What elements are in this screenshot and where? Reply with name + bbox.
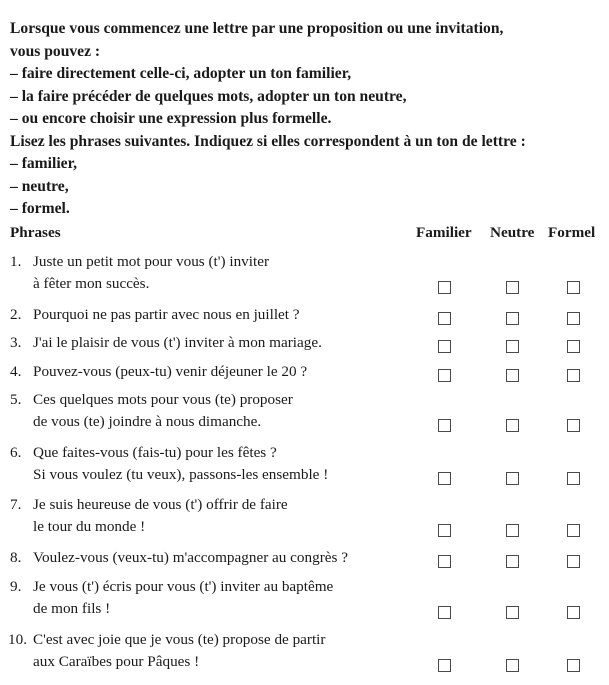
row-number: 10.	[8, 631, 27, 648]
phrase-text: J'ai le plaisir de vous (t') inviter à mon mariage.	[33, 334, 322, 351]
column-header-neutre: Neutre	[490, 224, 535, 241]
checkbox-neutre[interactable]	[506, 524, 519, 537]
checkbox-formel[interactable]	[567, 281, 580, 294]
intro-line: vous pouvez :	[10, 42, 101, 60]
checkbox-formel[interactable]	[567, 472, 580, 485]
phrase-text: aux Caraïbes pour Pâques !	[33, 653, 200, 670]
row-number: 1.	[10, 253, 22, 270]
checkbox-familier[interactable]	[438, 281, 451, 294]
phrases-header: Phrases	[10, 224, 61, 241]
phrase-text: Je vous (t') écris pour vous (t') inviter au baptême	[33, 578, 334, 595]
checkbox-familier[interactable]	[438, 419, 451, 432]
row-number: 9.	[10, 578, 22, 595]
row-number: 7.	[10, 496, 22, 513]
checkbox-neutre[interactable]	[506, 555, 519, 568]
checkbox-neutre[interactable]	[506, 419, 519, 432]
phrase-text: le tour du monde !	[33, 518, 146, 535]
checkbox-formel[interactable]	[567, 369, 580, 382]
phrase-text: C'est avec joie que je vous (te) propose de partir	[33, 631, 326, 648]
intro-line: – faire directement celle-ci, adopter un ton familier,	[10, 65, 352, 82]
phrase-text: Si vous voulez (tu veux), passons-les ensemble !	[33, 466, 329, 483]
checkbox-formel[interactable]	[567, 606, 580, 619]
phrase-text: Je suis heureuse de vous (t') offrir de faire	[33, 496, 288, 513]
checkbox-formel[interactable]	[567, 419, 580, 432]
checkbox-neutre[interactable]	[506, 472, 519, 485]
phrase-text: Pourquoi ne pas partir avec nous en juillet ?	[33, 306, 300, 323]
row-number: 6.	[10, 444, 22, 461]
intro-line: – formel.	[10, 200, 70, 217]
checkbox-formel[interactable]	[567, 555, 580, 568]
row-number: 8.	[10, 549, 22, 566]
phrase-text: Que faites-vous (fais-tu) pour les fêtes ?	[33, 444, 277, 461]
checkbox-neutre[interactable]	[506, 340, 519, 353]
checkbox-familier[interactable]	[438, 340, 451, 353]
phrase-text: de mon fils !	[33, 600, 111, 617]
checkbox-familier[interactable]	[438, 312, 451, 325]
checkbox-formel[interactable]	[567, 312, 580, 325]
checkbox-familier[interactable]	[438, 555, 451, 568]
row-number: 2.	[10, 306, 22, 323]
checkbox-familier[interactable]	[438, 472, 451, 485]
row-number: 3.	[10, 334, 22, 351]
checkbox-familier[interactable]	[438, 659, 451, 672]
intro-line: Lisez les phrases suivantes. Indiquez si elles correspondent à un ton de lettre :	[10, 132, 526, 150]
intro-line: – familier,	[10, 155, 77, 172]
checkbox-neutre[interactable]	[506, 659, 519, 672]
checkbox-neutre[interactable]	[506, 312, 519, 325]
phrase-text: de vous (te) joindre à nous dimanche.	[33, 413, 262, 430]
column-header-formel: Formel	[548, 224, 596, 241]
instructions	[10, 18, 608, 221]
checkbox-neutre[interactable]	[506, 281, 519, 294]
checkbox-familier[interactable]	[438, 369, 451, 382]
checkbox-formel[interactable]	[567, 340, 580, 353]
phrase-text: Juste un petit mot pour vous (t') inviter	[33, 253, 270, 270]
checkbox-neutre[interactable]	[506, 369, 519, 382]
intro-line: – la faire précéder de quelques mots, adopter un ton neutre,	[10, 87, 407, 105]
intro-line: Lorsque vous commencez une lettre par une proposition ou une invitation,	[10, 20, 504, 37]
checkbox-formel[interactable]	[567, 524, 580, 537]
row-number: 4.	[10, 363, 22, 380]
checkbox-formel[interactable]	[567, 659, 580, 672]
checkbox-familier[interactable]	[438, 606, 451, 619]
phrase-text: Ces quelques mots pour vous (te) proposer	[33, 391, 293, 408]
phrase-text: Voulez-vous (veux-tu) m'accompagner au congrès ?	[33, 549, 348, 566]
intro-line: – neutre,	[10, 177, 69, 195]
checkbox-familier[interactable]	[438, 524, 451, 537]
phrase-text: Pouvez-vous (peux-tu) venir déjeuner le 20 ?	[33, 363, 308, 380]
checkbox-neutre[interactable]	[506, 606, 519, 619]
column-header-familier: Familier	[416, 224, 472, 241]
phrase-text: à fêter mon succès.	[33, 275, 150, 292]
row-number: 5.	[10, 391, 22, 408]
intro-line: – ou encore choisir une expression plus formelle.	[10, 110, 332, 127]
